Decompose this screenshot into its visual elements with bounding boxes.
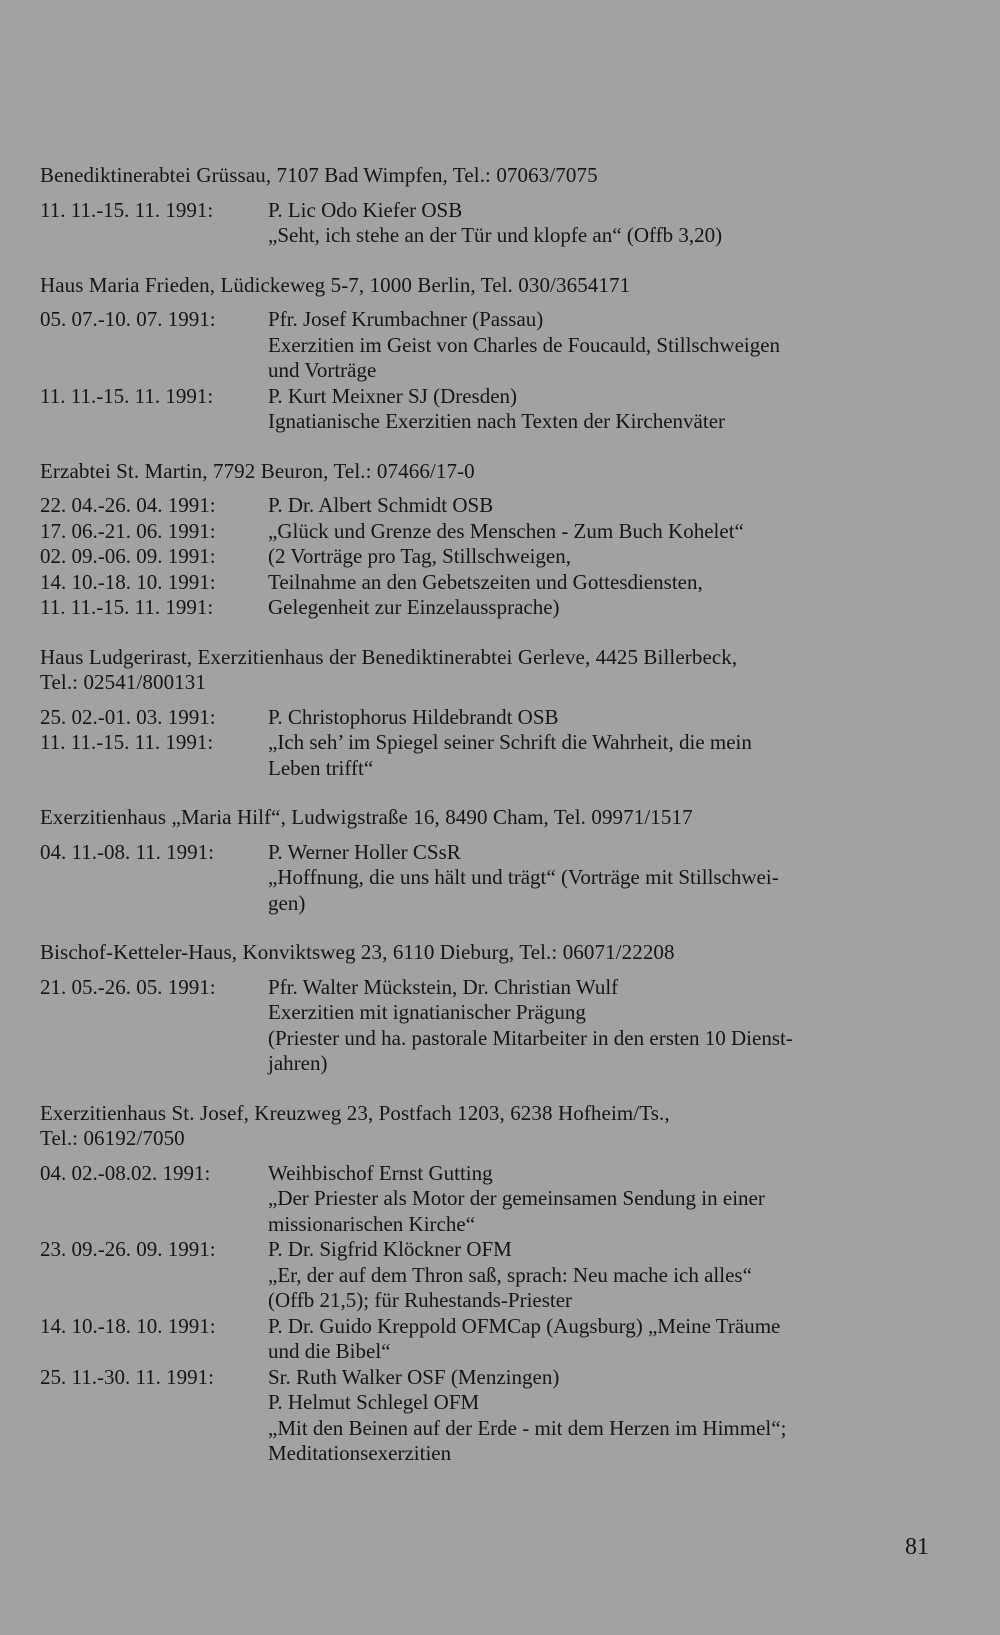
entry-description: [268, 705, 930, 731]
description-line: gen): [268, 890, 306, 915]
retreat-house-heading: [40, 163, 930, 189]
retreat-entry: [40, 705, 930, 731]
description-line: Meditationsexerzitien: [268, 1441, 452, 1465]
retreat-entry: [40, 198, 930, 249]
entry-description: [268, 730, 930, 781]
entry-description: [268, 1161, 930, 1238]
entry-date: 11. 11.-15. 11. 1991:: [40, 383, 214, 408]
retreat-entry: [40, 1237, 930, 1314]
description-line: und Vorträge: [268, 358, 377, 382]
heading-line: Erzabtei St. Martin, 7792 Beuron, Tel.: 07466/17-0: [40, 458, 475, 483]
heading-line: Bischof-Ketteler-Haus, Konviktsweg 23, 6110 Dieburg, Tel.: 06071/22208: [40, 940, 675, 964]
entry-description: [268, 384, 930, 435]
retreat-entry: [40, 595, 930, 621]
retreat-entry: [40, 544, 930, 570]
retreat-entry: [40, 1365, 930, 1467]
description-line: (Priester und ha. pastorale Mitarbeiter in den ersten 10 Dienst-: [268, 1025, 793, 1050]
entry-date: 11. 11.-15. 11. 1991:: [40, 730, 214, 754]
retreat-house-heading: [40, 940, 930, 966]
entry-date: 25. 11.-30. 11. 1991:: [40, 1364, 215, 1389]
description-line: P. Dr. Guido Kreppold OFMCap (Augsburg) „Meine Träume: [268, 1313, 781, 1338]
entry-description: [268, 198, 930, 249]
entry-date: 14. 10.-18. 10. 1991:: [40, 569, 216, 594]
description-line: „Ich seh’ im Spiegel seiner Schrift die Wahrheit, die mein: [268, 730, 752, 754]
entry-date: 04. 02.-08.02. 1991:: [40, 1160, 211, 1185]
description-line: Gelegenheit zur Einzelaussprache): [268, 595, 560, 619]
retreat-house-section: [40, 805, 930, 916]
retreat-house-section: [40, 459, 930, 621]
retreat-entry: [40, 493, 930, 519]
entry-description: [268, 1314, 930, 1365]
retreat-entry: [40, 840, 930, 917]
entry-date: 21. 05.-26. 05. 1991:: [40, 974, 216, 999]
entry-description: [268, 595, 930, 621]
description-line: Leben trifft“: [268, 755, 374, 780]
entry-description: [268, 975, 930, 1077]
retreat-entry: [40, 384, 930, 435]
retreat-house-heading: [40, 645, 930, 696]
retreat-house-section: [40, 940, 930, 1077]
description-line: P. Christophorus Hildebrandt OSB: [268, 704, 559, 729]
retreat-entry: [40, 570, 930, 596]
retreat-house-section: [40, 163, 930, 249]
entry-date: 11. 11.-15. 11. 1991:: [40, 197, 214, 222]
entry-date: 22. 04.-26. 04. 1991:: [40, 493, 216, 517]
description-line: „Seht, ich stehe an der Tür und klopfe an“ (Offb 3,20): [268, 223, 723, 247]
description-line: Teilnahme an den Gebetszeiten und Gottesdiensten,: [268, 569, 703, 594]
description-line: (Offb 21,5); für Ruhestands-Priester: [268, 1288, 573, 1312]
retreat-entry: [40, 975, 930, 1077]
entry-date: 17. 06.-21. 06. 1991:: [40, 518, 216, 543]
entry-date: 02. 09.-06. 09. 1991:: [40, 544, 216, 568]
description-line: (2 Vorträge pro Tag, Stillschweigen,: [268, 544, 571, 568]
description-line: P. Werner Holler CSsR: [268, 839, 461, 864]
heading-line: Haus Maria Frieden, Lüdickeweg 5-7, 1000 Berlin, Tel. 030/3654171: [40, 272, 631, 297]
heading-line: Exerzitienhaus St. Josef, Kreuzweg 23, Postfach 1203, 6238 Hofheim/Ts.,: [40, 1100, 670, 1125]
retreat-house-section: [40, 1101, 930, 1467]
entry-date: 11. 11.-15. 11. 1991:: [40, 595, 214, 619]
entry-description: [268, 1365, 930, 1467]
description-line: und die Bibel“: [268, 1339, 391, 1363]
entry-description: [268, 493, 930, 519]
heading-line: Tel.: 06192/7050: [40, 1126, 185, 1150]
retreat-house-heading: [40, 459, 930, 485]
retreat-house-heading: [40, 273, 930, 299]
entry-description: [268, 519, 930, 545]
description-line: P. Kurt Meixner SJ (Dresden): [268, 383, 518, 408]
entry-date: 14. 10.-18. 10. 1991:: [40, 1313, 216, 1338]
description-line: „Glück und Grenze des Menschen - Zum Buch Kohelet“: [268, 518, 744, 543]
description-line: Exerzitien mit ignatianischer Prägung: [268, 1000, 586, 1024]
description-line: P. Helmut Schlegel OFM: [268, 1390, 480, 1414]
entry-description: [268, 840, 930, 917]
entry-date: 23. 09.-26. 09. 1991:: [40, 1237, 216, 1261]
description-line: „Der Priester als Motor der gemeinsamen Sendung in einer: [268, 1186, 765, 1210]
description-line: P. Dr. Sigfrid Klöckner OFM: [268, 1237, 512, 1261]
retreat-house-heading: [40, 805, 930, 831]
description-line: P. Dr. Albert Schmidt OSB: [268, 493, 494, 517]
description-line: P. Lic Odo Kiefer OSB: [268, 197, 463, 222]
heading-line: Benediktinerabtei Grüssau, 7107 Bad Wimpfen, Tel.: 07063/7075: [40, 163, 598, 187]
description-line: Weihbischof Ernst Gutting: [268, 1160, 493, 1185]
entry-date: 05. 07.-10. 07. 1991:: [40, 307, 216, 331]
entry-date: 25. 02.-01. 03. 1991:: [40, 704, 216, 729]
retreat-house-heading: [40, 1101, 930, 1152]
description-line: Exerzitien im Geist von Charles de Foucauld, Stillschweigen: [268, 332, 781, 357]
entry-date: 04. 11.-08. 11. 1991:: [40, 839, 215, 864]
description-line: „Mit den Beinen auf der Erde - mit dem Herzen im Himmel“;: [268, 1415, 787, 1440]
description-line: Ignatianische Exerzitien nach Texten der Kirchenväter: [268, 409, 726, 433]
retreat-house-section: [40, 273, 930, 435]
description-line: Pfr. Walter Mückstein, Dr. Christian Wulf: [268, 974, 619, 999]
description-line: Pfr. Josef Krumbachner (Passau): [268, 307, 544, 331]
description-line: jahren): [268, 1051, 328, 1075]
retreat-listing: [40, 163, 930, 1491]
page-number: 81: [905, 1534, 929, 1560]
entry-description: [268, 544, 930, 570]
description-line: Sr. Ruth Walker OSF (Menzingen): [268, 1364, 560, 1389]
entry-description: [268, 570, 930, 596]
retreat-entry: [40, 1161, 930, 1238]
entry-description: [268, 307, 930, 384]
entry-description: [268, 1237, 930, 1314]
heading-line: Tel.: 02541/800131: [40, 670, 206, 694]
retreat-entry: [40, 730, 930, 781]
retreat-entry: [40, 519, 930, 545]
retreat-entry: [40, 307, 930, 384]
description-line: „Hoffnung, die uns hält und trägt“ (Vorträge mit Stillschwei-: [268, 865, 779, 889]
description-line: „Er, der auf dem Thron saß, sprach: Neu mache ich alles“: [268, 1262, 752, 1287]
heading-line: Exerzitienhaus „Maria Hilf“, Ludwigstraße 16, 8490 Cham, Tel. 09971/1517: [40, 805, 693, 829]
retreat-entry: [40, 1314, 930, 1365]
heading-line: Haus Ludgerirast, Exerzitienhaus der Benediktinerabtei Gerleve, 4425 Billerbeck,: [40, 644, 738, 669]
description-line: missionarischen Kirche“: [268, 1211, 476, 1236]
retreat-house-section: [40, 645, 930, 782]
